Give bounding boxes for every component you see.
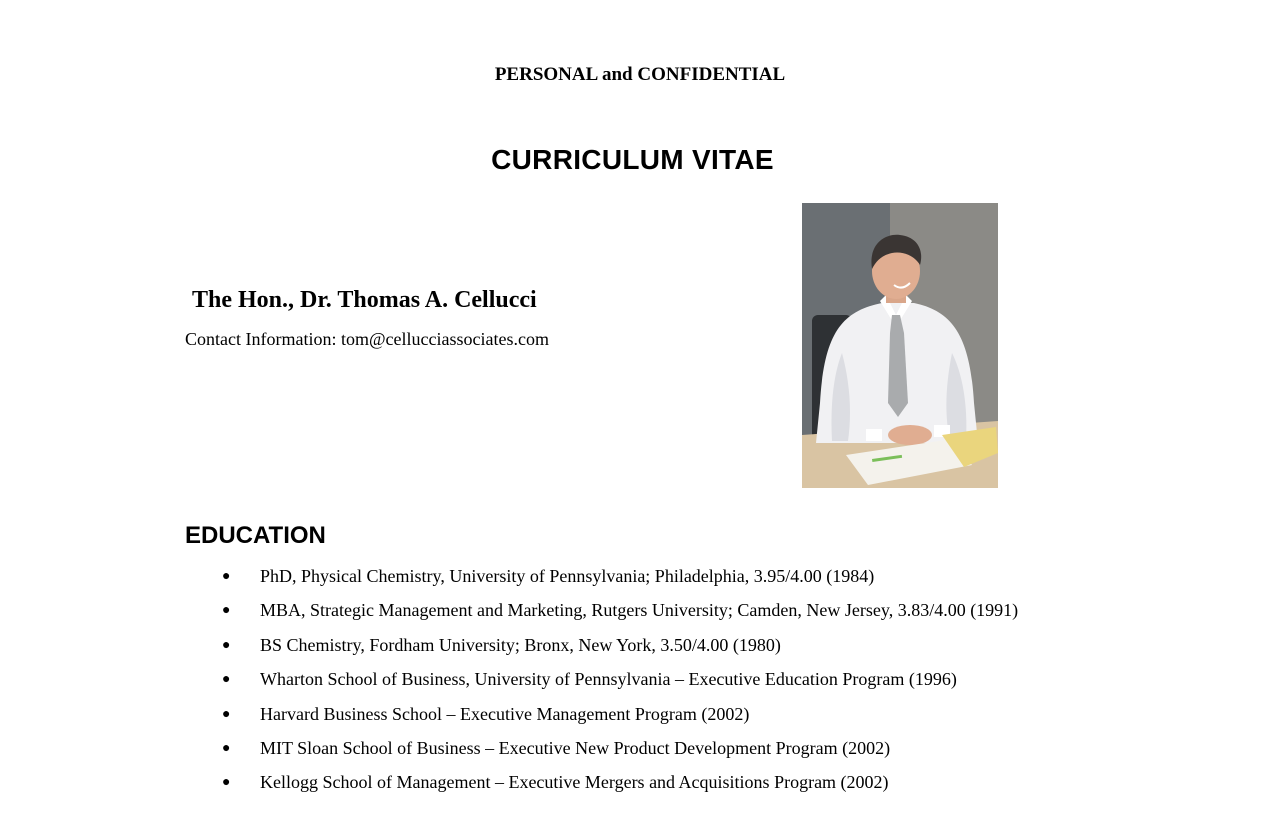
education-item (222, 737, 1018, 771)
education-item-text: Wharton School of Business, University of Pennsylvania – Executive Education Program (1996) (260, 669, 957, 690)
person-name: The Hon., Dr. Thomas A. Cellucci (192, 287, 537, 313)
education-item (222, 599, 1018, 633)
bullet-icon: ● (222, 775, 231, 791)
bullet-icon: ● (222, 603, 231, 619)
education-item-text: BS Chemistry, Fordham University; Bronx, New York, 3.50/4.00 (1980) (260, 634, 781, 655)
education-item-text: Kellogg School of Management – Executive Mergers and Acquisitions Program (2002) (260, 772, 889, 793)
education-item (222, 771, 1018, 805)
education-item-text: PhD, Physical Chemistry, University of Pennsylvania; Philadelphia, 3.95/4.00 (1984) (260, 566, 875, 586)
bullet-icon: ● (222, 740, 231, 756)
bullet-icon: ● (222, 569, 231, 584)
bullet-icon: ● (222, 672, 231, 688)
portrait-illustration (802, 203, 998, 488)
bullet-icon: ● (222, 706, 231, 722)
education-item-text: Harvard Business School – Executive Management Program (2002) (260, 703, 750, 724)
education-heading: EDUCATION (185, 522, 326, 549)
education-item (222, 634, 1018, 668)
contact-information: Contact Information: tom@cellucciassociates.com (185, 329, 549, 349)
education-item (222, 668, 1018, 702)
document-title: CURRICULUM VITAE (491, 144, 774, 175)
bullet-icon: ● (222, 637, 231, 653)
confidential-label: PERSONAL and CONFIDENTIAL (494, 64, 786, 85)
education-item (222, 703, 1018, 737)
education-item-text: MBA, Strategic Management and Marketing, Rutgers University; Camden, New Jersey, 3.83/4.00 (1991) (260, 600, 1019, 621)
education-item (222, 565, 1018, 599)
portrait-photo (802, 203, 998, 488)
education-item-text: MIT Sloan School of Business – Executive New Product Development Program (2002) (260, 737, 891, 758)
education-list (222, 565, 1018, 806)
